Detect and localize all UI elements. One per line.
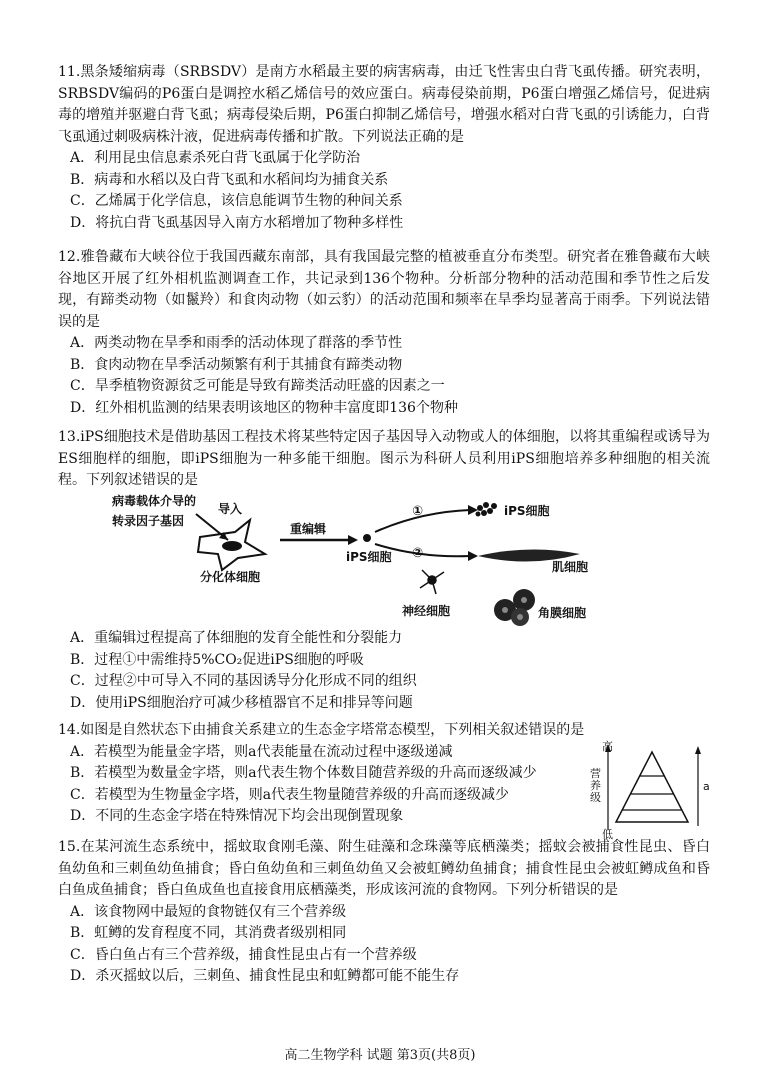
somatic-nucleus [222, 541, 242, 551]
option-c: C．乙烯属于化学信息，该信息能调节生物的种间关系 [70, 193, 403, 209]
cornea-cells-icon [494, 589, 535, 626]
question-text: 如图是自然状态下由捕食关系建立的生态金字塔常态模型，下列相关叙述错误的是 [80, 722, 585, 738]
option-a: A．利用昆虫信息素杀死白背飞虱属于化学防治 [70, 150, 361, 166]
nerve-label: 神经细胞 [402, 604, 451, 618]
ips-cluster-icon [476, 502, 498, 517]
question-number: 11. [58, 64, 81, 80]
option-d: D．使用iPS细胞治疗可减少移植器官不足和排异等问题 [70, 694, 413, 711]
page-footer: 高二生物学科 试题 第3页(共8页) [284, 1048, 476, 1063]
option-a: A．若模型为能量金字塔，则a代表能量在流动过程中逐级递减 [70, 743, 453, 760]
ips-cell-dot [363, 534, 371, 542]
pyramid-axis-label: 营养级 [590, 767, 601, 804]
pyramid-low-label: 低 [602, 828, 613, 841]
vector-label-2: 转录因子基因 [112, 514, 185, 528]
a-axis-arrowhead [695, 746, 701, 754]
option-b: B．过程①中需维持5%CO₂促进iPS细胞的呼吸 [70, 651, 364, 668]
question-text: iPS细胞技术是借助基因工程技术将某些特定因子基因导入动物或人的体细胞，以将其重编程或诱导为ES细胞样的细胞，即iPS细胞为一种多能干细胞。图示为科研人员利用iPS细胞培养多种细胞的相关流程。下列叙述错误的是 [58, 429, 710, 488]
step1-label: ① [412, 504, 424, 519]
neuron-icon [420, 570, 444, 594]
import-label: 导入 [218, 502, 243, 516]
option-a: A．两类动物在旱季和雨季的活动体现了群落的季节性 [70, 335, 403, 351]
question-13 [58, 427, 710, 492]
option-d: D．不同的生态金字塔在特殊情况下均会出现倒置现象 [70, 808, 404, 824]
option-d: D．将抗白背飞虱基因导入南方水稻增加了物种多样性 [70, 214, 404, 231]
question-stem [58, 837, 710, 902]
somatic-label: 分化体细胞 [200, 570, 261, 584]
option-c: C．若模型为生物量金字塔，则a代表生物量随营养级的升高而逐级减少 [70, 786, 510, 803]
ips-center-label: iPS细胞 [346, 550, 392, 564]
step2-arrowhead [468, 551, 478, 561]
option-c: C．旱季植物资源贫乏可能是导致有蹄类活动旺盛的因素之一 [70, 378, 445, 394]
vector-label-1: 病毒载体介导的 [112, 494, 197, 508]
question-stem [58, 62, 710, 148]
question-stem [58, 427, 710, 492]
question-13-options [58, 628, 710, 714]
ips-out-label: iPS细胞 [504, 504, 550, 518]
question-text: 雅鲁藏布大峡谷位于我国西藏东南部，具有我国最完整的植被垂直分布类型。研究者在雅鲁藏布大峡谷地区开展了红外相机监测调查工作，共记录到136个物种。分析部分物种的活动范围和季节性之后发现，有蹄类动物（如鬣羚）和食肉动物（如云豹）的活动范围和频率在旱季均显著高于雨季。下列说法错误的是 [58, 249, 710, 330]
step2-label: ② [412, 546, 424, 561]
question-12 [58, 247, 710, 419]
pyramid-figure [588, 740, 718, 841]
option-d: D．红外相机监测的结果表明该地区的物种丰富度即136个物种 [70, 399, 458, 416]
question-number: 14. [58, 722, 81, 738]
option-b: B．病毒和水稻以及白背飞虱和水稻间均为捕食关系 [70, 171, 389, 188]
reprogram-arrowhead [348, 535, 358, 545]
question-text: 在某河流生态系统中，摇蚊取食刚毛藻、附生硅藻和念珠藻等底栖藻类；摇蚊会被捕食性昆虫、昏白鱼幼鱼和三刺鱼幼鱼捕食；昏白鱼幼鱼和三刺鱼幼鱼又会被虹鳟幼鱼捕食；捕食性昆虫会被虹鳟成鱼和昏白鱼成鱼捕食；昏白鱼成鱼也直接食用底栖藻类，形成该河流的食物网。下列分析错误的是 [58, 839, 710, 898]
pyramid-high-label: 高 [602, 740, 613, 753]
question-number: 13. [58, 429, 81, 445]
option-b: B．食肉动物在旱季活动频繁有利于其捕食有蹄类动物 [70, 356, 403, 373]
cornea-label: 角膜细胞 [538, 606, 587, 620]
pyramid-a-label: a [703, 780, 710, 793]
question-number: 15. [58, 839, 81, 855]
option-b: B．虹鳟的发育程度不同，其消费者级别相同 [70, 925, 347, 941]
question-text: 黑条矮缩病毒（SRBSDV）是南方水稻最主要的病害病毒，由迁飞性害虫白背飞虱传播。研究表明，SRBSDV编码的P6蛋白是调控水稻乙烯信号的效应蛋白。病毒侵染前期，P6蛋白增强乙烯信号，促进病毒的增殖并驱避白背飞虱；病毒侵染后期，P6蛋白抑制乙烯信号，增强水稻对白背飞虱的引诱能力，白背飞虱通过刺吸病株汁液，促进病毒传播和扩散。下列说法正确的是 [58, 64, 710, 145]
pyramid-shape [616, 752, 688, 822]
reprogram-label: 重编辑 [290, 522, 327, 536]
muscle-label: 肌细胞 [552, 560, 589, 574]
pyramid-diagram [588, 742, 718, 834]
option-a: A．该食物网中最短的食物链仅有三个营养级 [70, 903, 347, 920]
question-11 [58, 62, 710, 234]
ips-flow-figure [100, 492, 620, 627]
option-c: C．昏白鱼占有三个营养级，捕食性昆虫占有一个营养级 [70, 946, 417, 963]
option-c: C．过程②中可导入不同的基因诱导分化形成不同的组织 [70, 673, 417, 689]
option-d: D．杀灭摇蚊以后，三刺鱼、捕食性昆虫和虹鳟都可能不能生存 [70, 968, 460, 984]
question-stem [58, 247, 710, 333]
question-number: 12. [58, 249, 81, 265]
question-15 [58, 837, 710, 988]
option-b: B．若模型为数量金字塔，则a代表生物个体数目随营养级的升高而逐级减少 [70, 765, 537, 781]
option-a: A．重编辑过程提高了体细胞的发育全能性和分裂能力 [70, 630, 403, 646]
